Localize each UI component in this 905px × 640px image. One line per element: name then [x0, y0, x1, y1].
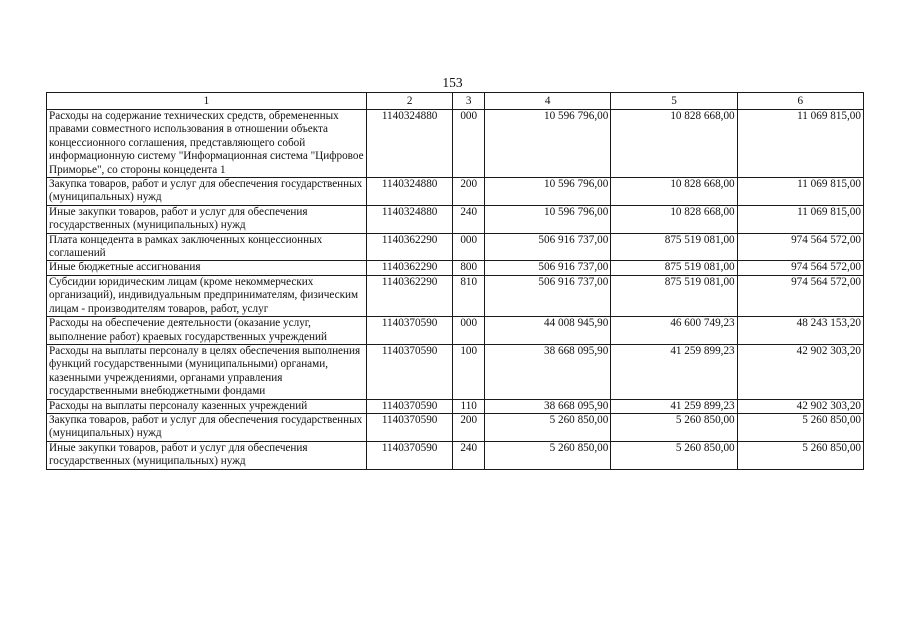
- row-amount-col5: 46 600 749,23: [611, 317, 737, 345]
- row-code: 1140324880: [366, 110, 453, 178]
- row-amount-col4: 10 596 796,00: [485, 110, 611, 178]
- row-description: Субсидии юридическим лицам (кроме некоммерческих организаций), индивидуальным предпринимателям, физическим лицам - производителям товаров, работ, услуг: [47, 275, 367, 316]
- row-amount-col5: 5 260 850,00: [611, 441, 737, 469]
- row-description: Расходы на выплаты персоналу казенных учреждений: [47, 399, 367, 413]
- table-row: [47, 441, 864, 469]
- row-amount-col6: 974 564 572,00: [737, 261, 863, 275]
- row-amount-col4: 38 668 095,90: [485, 344, 611, 399]
- row-amount-col4: 506 916 737,00: [485, 275, 611, 316]
- header-col-2: 2: [366, 93, 453, 110]
- table-row: [47, 275, 864, 316]
- header-col-5: 5: [611, 93, 737, 110]
- row-amount-col5: 875 519 081,00: [611, 233, 737, 261]
- row-amount-col6: 11 069 815,00: [737, 178, 863, 206]
- row-amount-col6: 974 564 572,00: [737, 233, 863, 261]
- header-col-6: 6: [737, 93, 863, 110]
- table-body: [47, 110, 864, 470]
- row-code: 1140370590: [366, 399, 453, 413]
- row-expense-type: 110: [453, 399, 485, 413]
- row-code: 1140370590: [366, 441, 453, 469]
- row-description: Иные закупки товаров, работ и услуг для обеспечения государственных (муниципальных) нужд: [47, 205, 367, 233]
- header-col-3: 3: [453, 93, 485, 110]
- row-amount-col6: 42 902 303,20: [737, 399, 863, 413]
- row-code: 1140370590: [366, 413, 453, 441]
- table-row: [47, 317, 864, 345]
- row-amount-col6: 974 564 572,00: [737, 275, 863, 316]
- budget-table: [46, 92, 864, 470]
- header-col-1: 1: [47, 93, 367, 110]
- table-row: [47, 344, 864, 399]
- row-amount-col4: 10 596 796,00: [485, 205, 611, 233]
- row-expense-type: 800: [453, 261, 485, 275]
- row-amount-col6: 11 069 815,00: [737, 205, 863, 233]
- row-amount-col5: 10 828 668,00: [611, 110, 737, 178]
- table-row: [47, 178, 864, 206]
- row-expense-type: 240: [453, 441, 485, 469]
- row-amount-col6: 11 069 815,00: [737, 110, 863, 178]
- header-col-4: 4: [485, 93, 611, 110]
- row-amount-col5: 875 519 081,00: [611, 261, 737, 275]
- row-amount-col4: 44 008 945,90: [485, 317, 611, 345]
- table-row: [47, 110, 864, 178]
- row-amount-col6: 48 243 153,20: [737, 317, 863, 345]
- row-expense-type: 000: [453, 110, 485, 178]
- row-code: 1140370590: [366, 317, 453, 345]
- row-code: 1140370590: [366, 344, 453, 399]
- row-amount-col5: 10 828 668,00: [611, 178, 737, 206]
- row-code: 1140362290: [366, 261, 453, 275]
- page-number: 153: [442, 75, 463, 90]
- row-amount-col6: 5 260 850,00: [737, 413, 863, 441]
- row-description: Расходы на содержание технических средств, обремененных правами совместного использования в отношении объекта концессионного соглашения, представляющего собой информационную систему "Информационная система "Цифровое Приморье", со стороны концедента 1: [47, 110, 367, 178]
- table-row: [47, 261, 864, 275]
- row-code: 1140324880: [366, 178, 453, 206]
- row-description: Иные закупки товаров, работ и услуг для обеспечения государственных (муниципальных) нужд: [47, 441, 367, 469]
- row-description: Закупка товаров, работ и услуг для обеспечения государственных (муниципальных) нужд: [47, 178, 367, 206]
- row-code: 1140324880: [366, 205, 453, 233]
- row-amount-col5: 5 260 850,00: [611, 413, 737, 441]
- row-amount-col5: 10 828 668,00: [611, 205, 737, 233]
- row-expense-type: 100: [453, 344, 485, 399]
- row-amount-col4: 506 916 737,00: [485, 261, 611, 275]
- table-row: [47, 205, 864, 233]
- table-header: [47, 93, 864, 110]
- row-expense-type: 000: [453, 317, 485, 345]
- table-row: [47, 399, 864, 413]
- row-amount-col6: 5 260 850,00: [737, 441, 863, 469]
- row-amount-col4: 506 916 737,00: [485, 233, 611, 261]
- row-expense-type: 200: [453, 178, 485, 206]
- row-amount-col4: 38 668 095,90: [485, 399, 611, 413]
- row-expense-type: 810: [453, 275, 485, 316]
- header-row: [47, 93, 864, 110]
- table-row: [47, 413, 864, 441]
- row-expense-type: 200: [453, 413, 485, 441]
- row-amount-col6: 42 902 303,20: [737, 344, 863, 399]
- row-description: Иные бюджетные ассигнования: [47, 261, 367, 275]
- row-description: Плата концедента в рамках заключенных концессионных соглашений: [47, 233, 367, 261]
- row-code: 1140362290: [366, 233, 453, 261]
- row-expense-type: 240: [453, 205, 485, 233]
- row-amount-col5: 875 519 081,00: [611, 275, 737, 316]
- row-amount-col4: 10 596 796,00: [485, 178, 611, 206]
- row-amount-col5: 41 259 899,23: [611, 399, 737, 413]
- row-expense-type: 000: [453, 233, 485, 261]
- row-amount-col4: 5 260 850,00: [485, 413, 611, 441]
- row-description: Расходы на обеспечение деятельности (оказание услуг, выполнение работ) краевых государственных учреждений: [47, 317, 367, 345]
- row-description: Расходы на выплаты персоналу в целях обеспечения выполнения функций государственными (муниципальными) органами, казенными учреждениями, органами управления государственными внебюджетными фондами: [47, 344, 367, 399]
- row-amount-col5: 41 259 899,23: [611, 344, 737, 399]
- row-description: Закупка товаров, работ и услуг для обеспечения государственных (муниципальных) нужд: [47, 413, 367, 441]
- row-code: 1140362290: [366, 275, 453, 316]
- row-amount-col4: 5 260 850,00: [485, 441, 611, 469]
- table-row: [47, 233, 864, 261]
